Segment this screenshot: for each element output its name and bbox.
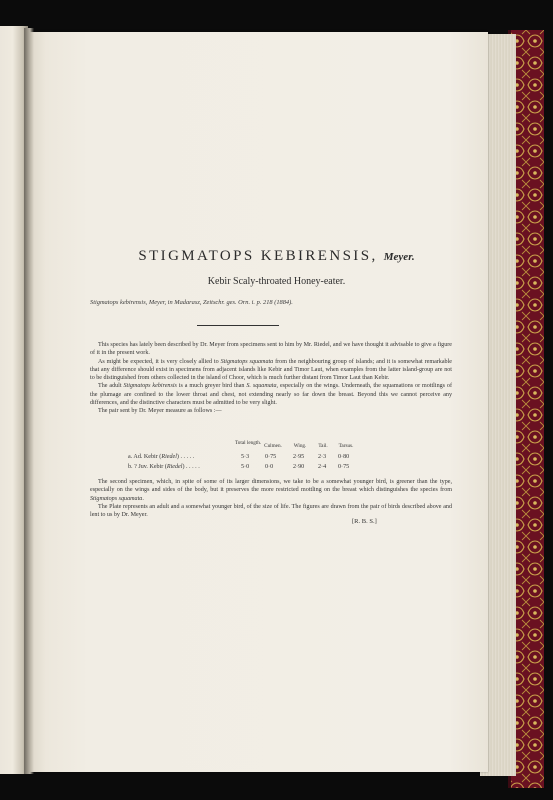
row-a-tarsus: 0·80: [338, 454, 350, 460]
row-b-culmen: 0·0: [265, 464, 274, 470]
p5-text-c: .: [142, 495, 144, 502]
header-tail: Tail.: [318, 443, 328, 449]
body-text: [90, 341, 452, 416]
p2-species: Stigmatops squamata: [220, 358, 274, 365]
p3-species-2: S. squamata: [246, 383, 277, 390]
paragraph-4: The pair sent by Dr. Meyer measure as follows :—: [98, 408, 222, 415]
p3-text-a: The adult: [98, 383, 124, 390]
species-title: [0, 248, 553, 265]
row-b-label: b. ? Juv. Kebir (Riedel) . . . . .: [128, 464, 200, 470]
header-culmen: Culmen.: [264, 443, 282, 449]
row-b-wing: 2·90: [293, 464, 305, 470]
p3-species: Stigmatops kebirensis: [123, 383, 177, 390]
paragraph-6: The Plate represents an adult and a somewhat younger bird, of the size of life. The figures are drawn from the pair of birds described above and lent to us by Dr. Meyer.: [90, 503, 452, 519]
row-a-total: 5·3: [241, 454, 250, 460]
p3-text-c: is a much greyer bird than: [176, 383, 247, 390]
row-a-culmen: 0·75: [265, 454, 277, 460]
paragraph-3: [90, 382, 452, 407]
header-wing: Wing.: [293, 443, 307, 449]
row-a-label: a. Ad. Kebir (Riedel) . . . . .: [128, 454, 195, 460]
row-b-tail: 2·4: [318, 464, 327, 470]
title-text: STIGMATOPS KEBIRENSIS,: [138, 248, 378, 264]
header-tarsus: Tarsus.: [338, 443, 354, 449]
page-gutter: [24, 28, 34, 774]
p5-species: Stigmatops squamata: [90, 495, 143, 502]
title-author: Meyer.: [383, 251, 415, 263]
body-text-continued: [90, 478, 452, 519]
p2-text-a: As might be expected, it is very closely allied to: [98, 358, 221, 365]
paragraph-5: [90, 478, 452, 503]
row-b-tarsus: 0·75: [338, 464, 350, 470]
divider-rule: [197, 325, 279, 326]
header-total-length: Total length.: [235, 440, 262, 446]
paragraph-1: This species has lately been described by Dr. Meyer from specimens sent to him by Mr. Riedel, and we have thought it advisable to give a figure of it in the present work.: [90, 342, 452, 357]
p3-text-e: , especially on the wings. Underneath, the squamations or mottlings of the plumage are confined to the lower throat and chest, not extending nearly so far down the breast. Beyond this we cannot perceive any differences, and the distinctive characters must be admitted to be very slight.: [90, 383, 453, 407]
p5-text-a: The second specimen, which, in spite of some of its larger dimensions, we take to be a somewhat younger bird, is greener than the type, especially on the wings and sides of the body, but it preserves the more restricted mottling on the breast which distinguishes the species from: [90, 479, 452, 494]
row-b-total: 5·0: [241, 464, 250, 470]
citation-text: Stigmatops kebirensis, Meyer, in Madarasz, Zeitschr. ges. Orn. i. p. 218 (1884).: [90, 299, 293, 306]
signature-initials: [R. B. S.]: [352, 518, 377, 525]
p2-text-c: from the neighbouring group of islands; and it is somewhat remarkable that any difference should exist in specimens from adjacent islands like Kebir and Timor Laut, when examples from the latter island-group are not to be distinguished from others collected in the island of Choor, which is much further distant from Timor Laut than Kebir.: [90, 358, 452, 382]
citation: [90, 299, 450, 306]
paragraph-2: [90, 358, 452, 383]
common-name: Kebir Scaly-throated Honey-eater.: [207, 276, 346, 287]
row-a-wing: 2·95: [293, 454, 305, 460]
row-a-tail: 2·3: [318, 454, 327, 460]
